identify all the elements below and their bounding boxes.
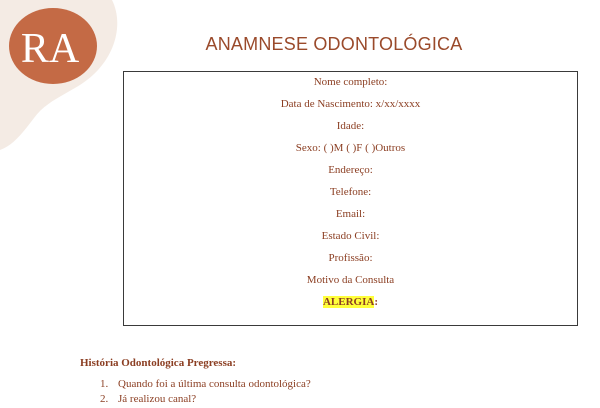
question-text: Quando foi a última consulta odontológica? xyxy=(118,378,311,390)
field-nome-completo: Nome completo: xyxy=(313,76,388,88)
alergia-label: ALERGIA xyxy=(322,296,375,308)
field-motivo-consulta: Motivo da Consulta xyxy=(306,274,395,286)
question-number: 1. xyxy=(100,378,109,390)
list-item xyxy=(100,378,311,393)
page-title: ANAMNESE ODONTOLÓGICA xyxy=(205,34,463,54)
field-alergia xyxy=(124,296,577,308)
history-question-list xyxy=(100,378,311,408)
field-estado-civil: Estado Civil: xyxy=(321,230,380,242)
alergia-colon: : xyxy=(374,296,378,308)
field-profissao: Profissão: xyxy=(328,252,373,264)
field-endereco: Endereço: xyxy=(328,164,373,176)
question-number: 2. xyxy=(100,393,109,405)
patient-info-box xyxy=(123,71,578,326)
history-section-title: História Odontológica Pregressa: xyxy=(80,357,237,369)
field-idade: Idade: xyxy=(336,120,365,132)
field-telefone: Telefone: xyxy=(329,186,372,198)
field-data-nascimento: Data de Nascimento: x/xx/xxxx xyxy=(280,98,421,110)
logo-letters: RA xyxy=(20,26,80,72)
field-sexo: Sexo: ( )M ( )F ( )Outros xyxy=(295,142,406,154)
field-email: Email: xyxy=(335,208,366,220)
question-text: Já realizou canal? xyxy=(118,393,197,405)
list-item xyxy=(100,393,311,408)
